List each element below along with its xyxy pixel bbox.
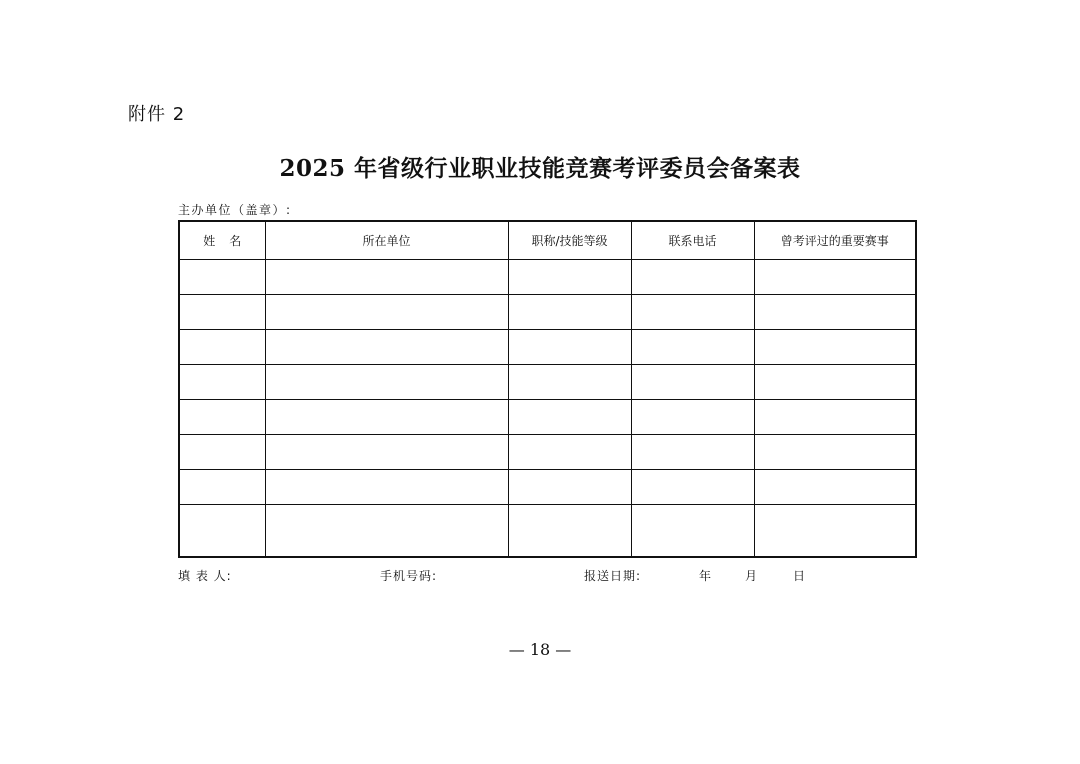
phone-cell[interactable] <box>631 295 754 330</box>
title-level-cell[interactable] <box>508 505 631 558</box>
name-cell[interactable] <box>179 365 265 400</box>
title-level-cell[interactable] <box>508 295 631 330</box>
name-cell[interactable] <box>179 260 265 295</box>
organization-cell[interactable] <box>265 330 508 365</box>
name-cell[interactable] <box>179 330 265 365</box>
title-level-cell[interactable] <box>508 330 631 365</box>
table-header-row <box>179 221 916 260</box>
past-events-cell[interactable] <box>754 435 916 470</box>
date-year: 年 <box>699 569 713 583</box>
table-row <box>179 505 916 558</box>
table-row <box>179 400 916 435</box>
table-row <box>179 330 916 365</box>
name-cell[interactable] <box>179 435 265 470</box>
table-body <box>179 260 916 558</box>
document-title: 2025 年省级行业职业技能竞赛考评委员会备案表 <box>279 155 801 182</box>
header-phone: 联系电话 <box>631 221 754 260</box>
filler-label: 填 表 人: <box>178 569 232 583</box>
attachment-label: 附件 2 <box>128 104 186 125</box>
organization-cell[interactable] <box>265 435 508 470</box>
organization-cell[interactable] <box>265 470 508 505</box>
table-row <box>179 470 916 505</box>
table-row <box>179 435 916 470</box>
phone-cell[interactable] <box>631 470 754 505</box>
header-title-level: 职称/技能等级 <box>508 221 631 260</box>
past-events-cell[interactable] <box>754 365 916 400</box>
phone-cell[interactable] <box>631 365 754 400</box>
title-level-cell[interactable] <box>508 260 631 295</box>
table-row <box>179 260 916 295</box>
table-row <box>179 295 916 330</box>
table-row <box>179 365 916 400</box>
past-events-cell[interactable] <box>754 505 916 558</box>
organization-cell[interactable] <box>265 400 508 435</box>
organization-cell[interactable] <box>265 260 508 295</box>
date-label: 报送日期: <box>584 569 642 583</box>
phone-cell[interactable] <box>631 260 754 295</box>
registration-table <box>178 220 917 558</box>
header-name: 姓名 <box>179 221 265 260</box>
phone-label: 手机号码: <box>380 569 438 583</box>
header-past-events: 曾考评过的重要赛事 <box>754 221 916 260</box>
past-events-cell[interactable] <box>754 470 916 505</box>
title-level-cell[interactable] <box>508 470 631 505</box>
title-level-cell[interactable] <box>508 365 631 400</box>
title-level-cell[interactable] <box>508 435 631 470</box>
name-cell[interactable] <box>179 505 265 558</box>
organization-cell[interactable] <box>265 365 508 400</box>
past-events-cell[interactable] <box>754 260 916 295</box>
phone-cell[interactable] <box>631 505 754 558</box>
page-number: — 18 — <box>508 640 572 659</box>
past-events-cell[interactable] <box>754 295 916 330</box>
past-events-cell[interactable] <box>754 330 916 365</box>
phone-cell[interactable] <box>631 435 754 470</box>
past-events-cell[interactable] <box>754 400 916 435</box>
organizer-label: 主办单位（盖章）: <box>178 203 292 217</box>
date-day: 日 <box>793 569 807 583</box>
name-cell[interactable] <box>179 400 265 435</box>
title-level-cell[interactable] <box>508 400 631 435</box>
organization-cell[interactable] <box>265 295 508 330</box>
date-month: 月 <box>745 569 759 583</box>
organization-cell[interactable] <box>265 505 508 558</box>
name-cell[interactable] <box>179 470 265 505</box>
phone-cell[interactable] <box>631 400 754 435</box>
phone-cell[interactable] <box>631 330 754 365</box>
header-organization: 所在单位 <box>265 221 508 260</box>
name-cell[interactable] <box>179 295 265 330</box>
